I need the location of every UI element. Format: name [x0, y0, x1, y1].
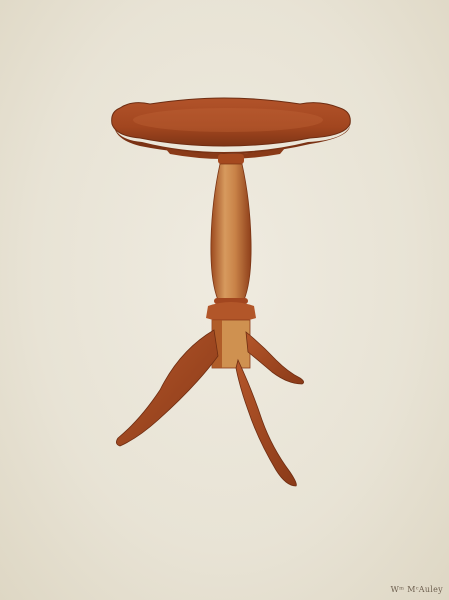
column-collar: [218, 154, 244, 164]
tabletop: [112, 98, 351, 154]
artist-signature: Wᵐ MᶜAuley: [390, 585, 443, 594]
leg-right: [246, 332, 304, 384]
column-ring-lower: [206, 302, 256, 322]
turned-column: [211, 164, 251, 300]
leg-left: [116, 330, 218, 446]
